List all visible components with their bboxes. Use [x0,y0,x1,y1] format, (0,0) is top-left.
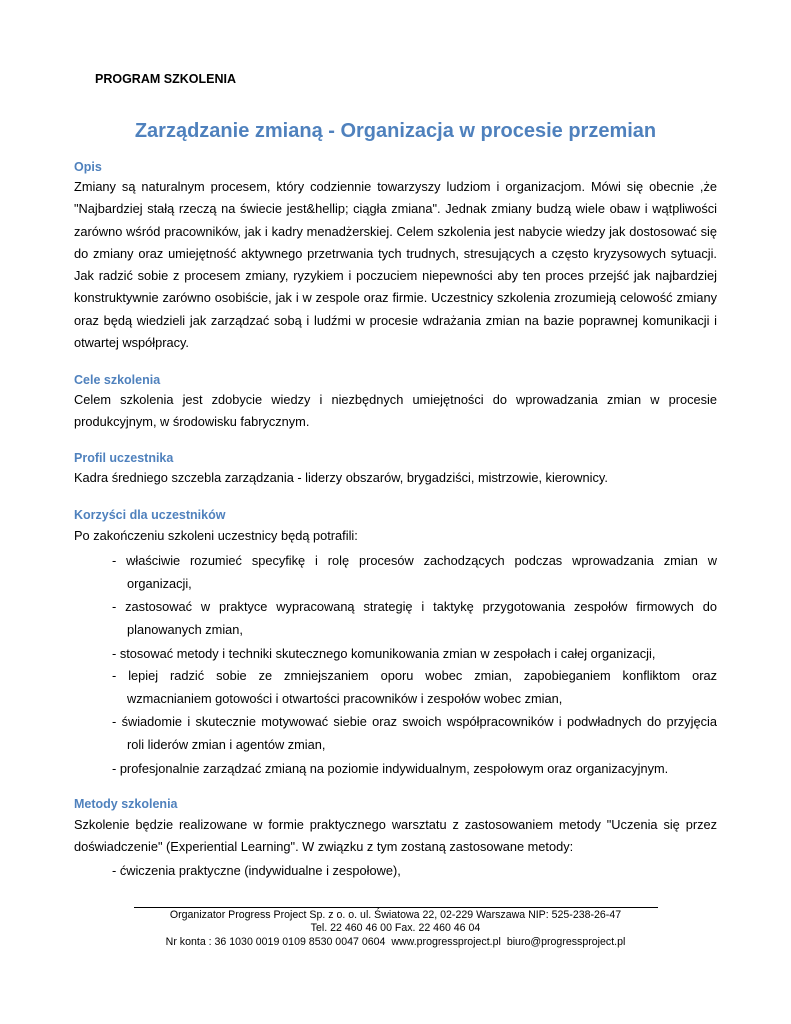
section-heading-metody: Metody szkolenia [74,797,178,811]
footer-email-link[interactable]: biuro@progressproject.pl [506,936,626,948]
list-item: - zastosować w praktyce wypracowaną strategię i taktykę przygotowania zespołów firmowych do planowanych zmian, [112,599,717,637]
footer-account: Nr konta : 36 1030 0019 0109 8530 0047 0604 [165,936,386,948]
section-text-profil: Kadra średniego szczebla zarządzania - liderzy obszarów, brygadziści, mistrzowie, kierownicy. [74,470,608,485]
section-text-cele: Celem szkolenia jest zdobycie wiedzy i niezbędnych umiejętności do wprowadzania zmian w procesie produkcyjnym, w środowisku fabrycznym. [74,392,717,430]
footer-website-link[interactable]: www.progressproject.pl [391,936,501,948]
list-item: - stosować metody i techniki skutecznego komunikowania zmian w zespołach i całej organizacji, [112,646,656,661]
footer-phone: Tel. 22 460 46 00 Fax. 22 460 46 04 [310,922,481,934]
footer-divider [134,907,658,908]
section-heading-opis: Opis [74,160,102,174]
section-heading-cele: Cele szkolenia [74,373,161,387]
footer-contacts [0,936,791,948]
list-item: - świadomie i skutecznie motywować siebie oraz swoich współpracowników i podwładnych do przyjęcia roli liderów zmian i agentów zmian, [112,714,717,752]
list-item: - lepiej radzić sobie ze zmniejszaniem oporu wobec zmian, zapobieganiem konfliktom oraz wzmacnianiem gotowości i otwartości pracowników i zespołów wobec zmian, [112,668,717,706]
section-text-opis: Zmiany są naturalnym procesem, który codziennie towarzyszy ludziom i organizacjom. Mówi się obecnie ,że "Najbardziej stałą rzeczą na świecie jest&hellip; ciągła zmiana". Jednak zmiany budzą wiele obaw i wątpliwości zarówno wśród pracowników, jak i kadry menadżerskiej. Celem szkolenia jest nabycie wiedzy jak dostosować się do zmiany oraz umiejętność aktywnego przetrwania tych trudnych, stresujących a często kryzysowych sytuacji. Jak radzić sobie z procesem zmiany, ryzykiem i poczuciem niepewności aby ten proces przejść jak najbardziej konstruktywnie zarówno osobiście, jak i w zespole oraz firmie. Uczestnicy szkolenia zrozumieją celowość zmiany oraz będą wiedzieli jak zarządzać sobą i ludźmi w procesie wdrażania zmian na bazie poprawnej komunikacji i otwartej współpracy. [74,179,717,351]
list-item: - ćwiczenia praktyczne (indywidualne i zespołowe), [112,863,401,878]
list-item: - właściwie rozumieć specyfikę i rolę procesów zachodzących podczas wprowadzania zmian w organizacji, [112,553,717,591]
list-item: - profesjonalnie zarządzać zmianą na poziomie indywidualnym, zespołowym oraz organizacyjnym. [112,761,669,776]
section-heading-profil: Profil uczestnika [74,451,174,465]
section-text-metody: Szkolenie będzie realizowane w formie praktycznego warsztatu z zastosowaniem metody "Uczenia się przez doświadczenie" (Experiential Learning". W związku z tym zostaną zastosowane metody: [74,817,717,855]
footer-address: Organizator Progress Project Sp. z o. o. ul. Światowa 22, 02-229 Warszawa NIP: 525-238-26-47 [169,909,622,921]
document-label: PROGRAM SZKOLENIA [95,72,236,86]
section-intro-korzysci: Po zakończeniu szkoleni uczestnicy będą potrafili: [74,528,358,543]
section-heading-korzysci: Korzyści dla uczestników [74,508,226,522]
page-title: Zarządzanie zmianą - Organizacja w procesie przemian [134,120,657,142]
